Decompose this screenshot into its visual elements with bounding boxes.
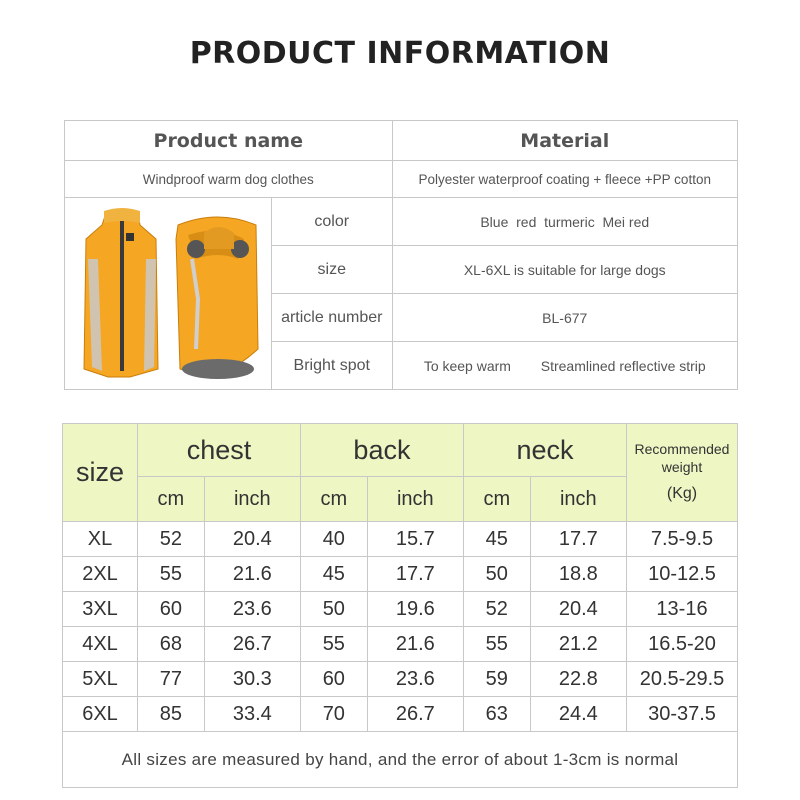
- cell-weight: 16.5-20: [627, 627, 738, 662]
- neck-cm-header: cm: [463, 477, 530, 522]
- weight-header: [627, 424, 738, 522]
- weight-label: Recommended weight: [634, 440, 730, 476]
- cell-weight: 30-37.5: [627, 697, 738, 732]
- cell-size: XL: [63, 522, 138, 557]
- cell-back-in: 21.6: [367, 627, 463, 662]
- back-header: back: [300, 424, 463, 477]
- cell-weight: 13-16: [627, 592, 738, 627]
- cell-back-cm: 50: [300, 592, 367, 627]
- chest-header: chest: [138, 424, 301, 477]
- bright-spot-label: Bright spot: [272, 342, 393, 390]
- material-value: Polyester waterproof coating + fleece +PP cotton: [392, 161, 737, 198]
- product-image-cell: [65, 198, 272, 390]
- cell-size: 2XL: [63, 557, 138, 592]
- article-number-value: BL-677: [392, 294, 737, 342]
- coat-front-view: [84, 208, 158, 377]
- cell-chest-in: 23.6: [204, 592, 300, 627]
- cell-chest-in: 33.4: [204, 697, 300, 732]
- bright-spot-value-a: To keep warm: [423, 357, 511, 374]
- size-row: [63, 662, 738, 697]
- product-name-value: Windproof warm dog clothes: [65, 161, 393, 198]
- cell-chest-in: 21.6: [204, 557, 300, 592]
- cell-weight: 10-12.5: [627, 557, 738, 592]
- cell-weight: 7.5-9.5: [627, 522, 738, 557]
- cell-back-cm: 60: [300, 662, 367, 697]
- cell-chest-in: 26.7: [204, 627, 300, 662]
- size-row: [63, 627, 738, 662]
- cell-neck-in: 20.4: [530, 592, 626, 627]
- cell-back-cm: 55: [300, 627, 367, 662]
- cell-chest-cm: 77: [138, 662, 205, 697]
- cell-back-cm: 45: [300, 557, 367, 592]
- cell-size: 5XL: [63, 662, 138, 697]
- size-value: XL-6XL is suitable for large dogs: [392, 246, 737, 294]
- bright-spot-value: [392, 342, 737, 390]
- cell-back-in: 15.7: [367, 522, 463, 557]
- cell-weight: 20.5-29.5: [627, 662, 738, 697]
- page-title: PRODUCT INFORMATION: [189, 36, 611, 71]
- cell-chest-in: 30.3: [204, 662, 300, 697]
- weight-unit: (Kg): [666, 485, 698, 503]
- cell-chest-cm: 52: [138, 522, 205, 557]
- cell-size: 3XL: [63, 592, 138, 627]
- cell-chest-cm: 85: [138, 697, 205, 732]
- product-name-header: Product name: [65, 121, 393, 161]
- back-cm-header: cm: [300, 477, 367, 522]
- size-row: [63, 697, 738, 732]
- neck-inch-header: inch: [530, 477, 626, 522]
- chest-inch-header: inch: [204, 477, 300, 522]
- measurement-footnote: All sizes are measured by hand, and the error of about 1-3cm is normal: [63, 732, 738, 788]
- product-info-table: [64, 120, 738, 390]
- article-number-label: article number: [272, 294, 393, 342]
- cell-neck-in: 24.4: [530, 697, 626, 732]
- size-header: size: [63, 424, 138, 522]
- cell-neck-cm: 59: [463, 662, 530, 697]
- bright-spot-value-b: Streamlined reflective strip: [540, 357, 706, 374]
- cell-back-in: 19.6: [367, 592, 463, 627]
- cell-neck-in: 22.8: [530, 662, 626, 697]
- cell-back-cm: 70: [300, 697, 367, 732]
- cell-chest-in: 20.4: [204, 522, 300, 557]
- size-row: [63, 592, 738, 627]
- cell-back-in: 26.7: [367, 697, 463, 732]
- cell-chest-cm: 60: [138, 592, 205, 627]
- cell-neck-cm: 63: [463, 697, 530, 732]
- size-row: [63, 522, 738, 557]
- dog-coat-image: [68, 199, 268, 384]
- cell-back-cm: 40: [300, 522, 367, 557]
- size-row: [63, 557, 738, 592]
- cell-size: 6XL: [63, 697, 138, 732]
- cell-neck-cm: 50: [463, 557, 530, 592]
- cell-back-in: 17.7: [367, 557, 463, 592]
- cell-back-in: 23.6: [367, 662, 463, 697]
- cell-neck-in: 21.2: [530, 627, 626, 662]
- cell-neck-cm: 45: [463, 522, 530, 557]
- coat-back-view: [176, 217, 258, 379]
- cell-neck-cm: 52: [463, 592, 530, 627]
- neck-header: neck: [463, 424, 626, 477]
- cell-chest-cm: 68: [138, 627, 205, 662]
- size-label: size: [272, 246, 393, 294]
- cell-neck-cm: 55: [463, 627, 530, 662]
- cell-neck-in: 18.8: [530, 557, 626, 592]
- chest-cm-header: cm: [138, 477, 205, 522]
- color-label: color: [272, 198, 393, 246]
- material-header: Material: [392, 121, 737, 161]
- color-value: Blue red turmeric Mei red: [392, 198, 737, 246]
- cell-neck-in: 17.7: [530, 522, 626, 557]
- cell-chest-cm: 55: [138, 557, 205, 592]
- size-chart-table: [62, 423, 738, 788]
- back-inch-header: inch: [367, 477, 463, 522]
- cell-size: 4XL: [63, 627, 138, 662]
